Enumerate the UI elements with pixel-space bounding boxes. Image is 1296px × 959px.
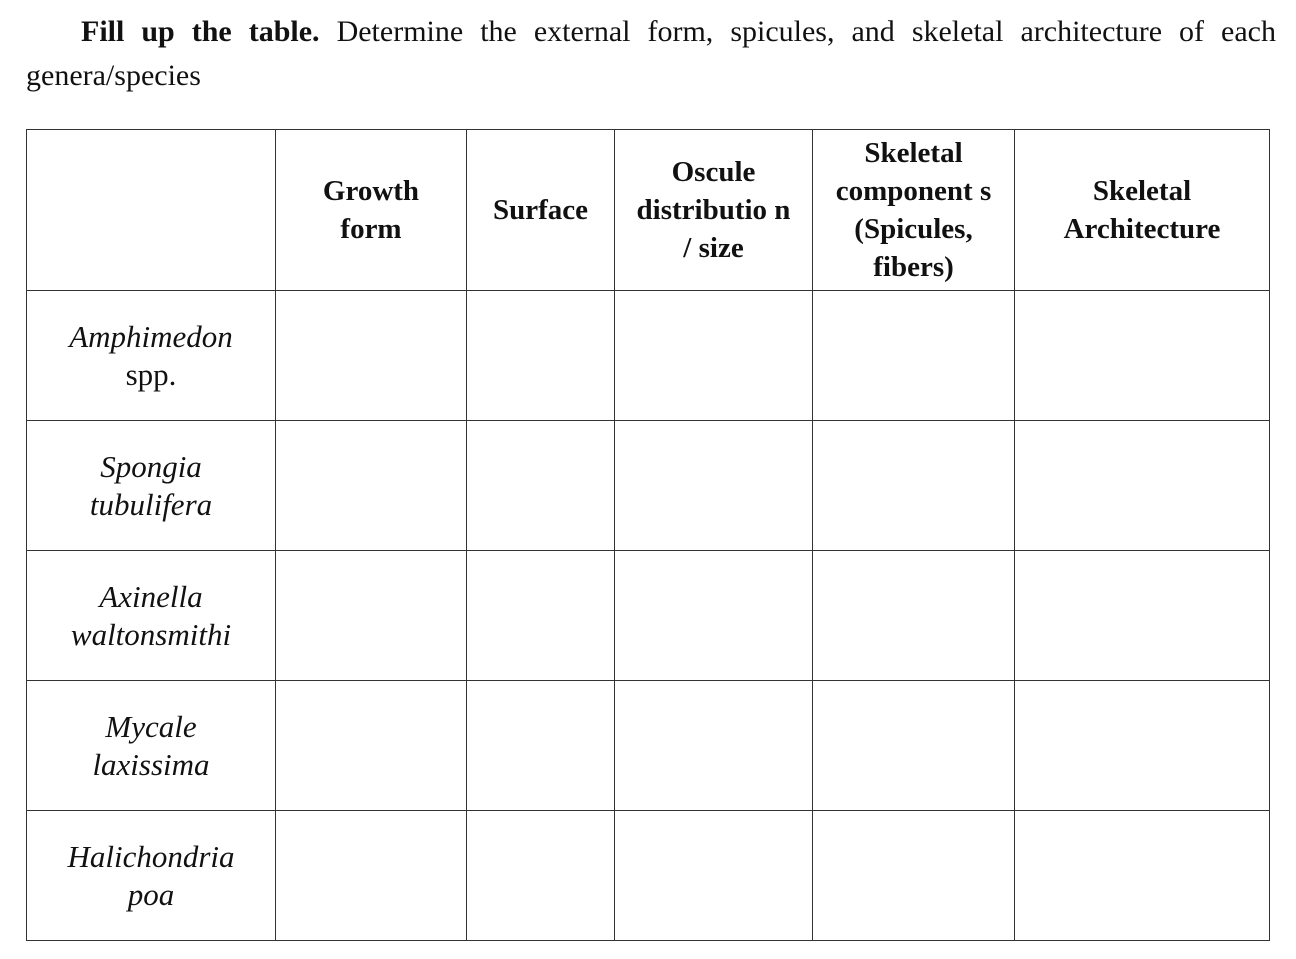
table-row [27, 811, 1270, 941]
species-name-cell [27, 551, 276, 681]
species-genus: Amphimedon [69, 318, 233, 354]
species-epithet: waltonsmithi [70, 616, 232, 652]
species-genus: Axinella [99, 578, 203, 614]
oscule-cell[interactable] [615, 421, 813, 551]
header-skeletal-components: Skeletal component s (Spicules, fibers) [813, 130, 1015, 291]
skeletal-components-cell[interactable] [813, 681, 1015, 811]
species-epithet: poa [127, 876, 175, 912]
species-table [26, 129, 1270, 941]
table-row [27, 421, 1270, 551]
table-row [27, 551, 1270, 681]
header-row [27, 130, 1270, 291]
oscule-cell[interactable] [615, 681, 813, 811]
table-row [27, 291, 1270, 421]
species-name-cell [27, 291, 276, 421]
oscule-cell[interactable] [615, 811, 813, 941]
skeletal-components-cell[interactable] [813, 811, 1015, 941]
skeletal-architecture-cell[interactable] [1015, 811, 1270, 941]
species-name-cell [27, 811, 276, 941]
species-genus: Halichondria [67, 838, 235, 874]
species-name-cell [27, 421, 276, 551]
growth-form-cell[interactable] [276, 551, 467, 681]
species-epithet: laxissima [92, 746, 210, 782]
surface-cell[interactable] [467, 811, 615, 941]
header-surface: Surface [467, 130, 615, 291]
table-row [27, 681, 1270, 811]
species-genus: Mycale [105, 708, 197, 744]
surface-cell[interactable] [467, 421, 615, 551]
skeletal-components-cell[interactable] [813, 421, 1015, 551]
growth-form-cell[interactable] [276, 421, 467, 551]
oscule-cell[interactable] [615, 551, 813, 681]
instructions-title: Fill up the table. [81, 15, 320, 48]
skeletal-components-cell[interactable] [813, 291, 1015, 421]
oscule-cell[interactable] [615, 291, 813, 421]
species-epithet: spp. [125, 356, 177, 392]
header-growth-form: Growth form [276, 130, 467, 291]
growth-form-cell[interactable] [276, 681, 467, 811]
instructions-paragraph [26, 10, 1276, 98]
surface-cell[interactable] [467, 291, 615, 421]
header-corner-cell [27, 130, 276, 291]
growth-form-cell[interactable] [276, 291, 467, 421]
surface-cell[interactable] [467, 681, 615, 811]
skeletal-components-cell[interactable] [813, 551, 1015, 681]
header-skeletal-architecture: Skeletal Architecture [1015, 130, 1270, 291]
species-name-cell [27, 681, 276, 811]
surface-cell[interactable] [467, 551, 615, 681]
skeletal-architecture-cell[interactable] [1015, 551, 1270, 681]
skeletal-architecture-cell[interactable] [1015, 421, 1270, 551]
instructions-text: Determine the external form, spicules, and skeletal architecture of each genera/species [26, 15, 1276, 92]
growth-form-cell[interactable] [276, 811, 467, 941]
skeletal-architecture-cell[interactable] [1015, 291, 1270, 421]
species-genus: Spongia [100, 448, 202, 484]
skeletal-architecture-cell[interactable] [1015, 681, 1270, 811]
species-epithet: tubulifera [89, 486, 213, 522]
header-oscule-distribution: Oscule distributio n / size [615, 130, 813, 291]
